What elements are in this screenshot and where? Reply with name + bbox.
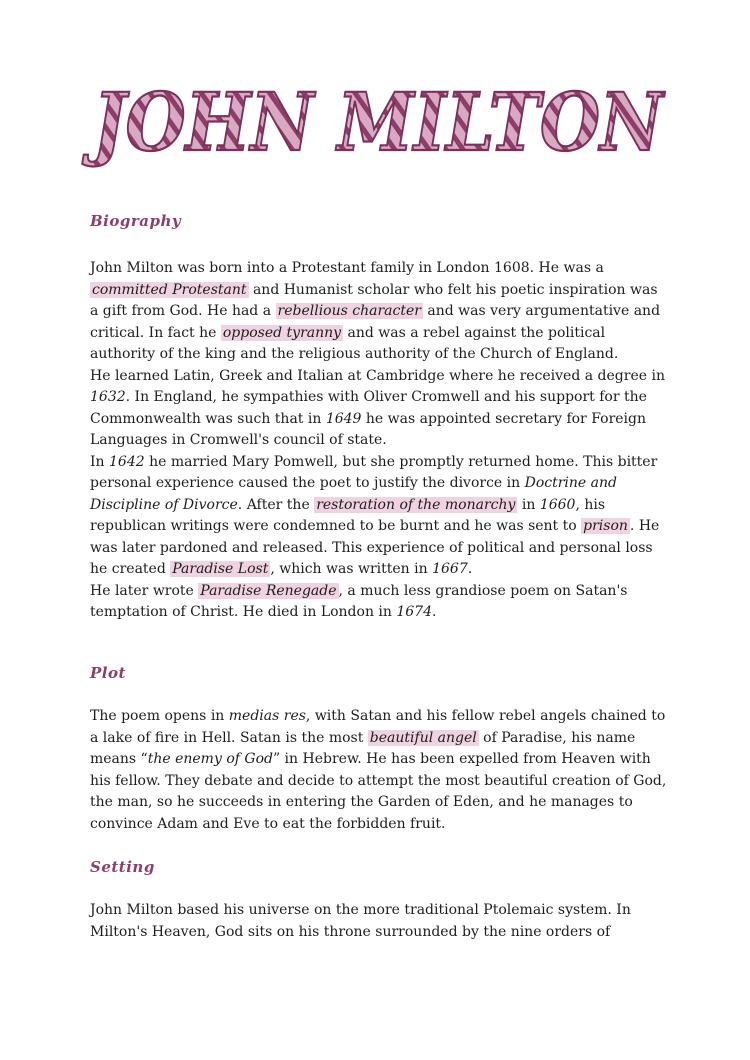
text-run: The poem opens in (90, 708, 229, 724)
text-run: he was appointed secretary for Foreign Languages in Cromwell's council of state. (90, 410, 647, 448)
highlight: restoration of the monarchy (316, 496, 516, 513)
text-run: , with Satan and his fellow rebel angels chained to a lake of fire in Hell. Satan is the most (90, 708, 666, 746)
bio-paragraph-3 (90, 452, 670, 581)
highlight: Paradise Renegade (200, 582, 337, 599)
year: 1660 (539, 496, 576, 513)
title-text: JOHN MILTON (81, 75, 666, 169)
year: 1674 (396, 604, 432, 620)
title-graphic (81, 75, 668, 169)
text-run: in (517, 496, 540, 513)
heading-setting: Setting (90, 858, 155, 876)
text-run: He later wrote (90, 582, 199, 599)
setting-text (90, 900, 670, 943)
text-run: John Milton was born into a Protestant family in London 1608. He was a (90, 260, 604, 276)
text-run: . In England, he sympathies with Oliver Cromwell and his support for the Commonwealth was such that in (90, 389, 647, 427)
text-run: he married Mary Pomwell, but she promptly returned home. This bitter personal experience caused the poet to justify the divorce in (90, 453, 658, 491)
highlight: committed Protestant (92, 281, 247, 298)
year: 1667 (432, 561, 468, 577)
text-run: , a much less grandiose poem on Satan's temptation of Christ. He died in London in (90, 582, 628, 620)
text-run: . (432, 604, 437, 620)
text-run: John Milton based his universe on the more traditional Ptolemaic system. In Milton's Heaven, God sits on his throne surrounded by the nine orders of (90, 902, 631, 940)
plot-text (90, 706, 670, 835)
highlight: rebellious character (277, 303, 421, 319)
text-run: . (467, 561, 473, 577)
year: 1632 (90, 389, 126, 405)
italic-phrase: the enemy of God (147, 751, 273, 767)
text-run: He learned Latin, Greek and Italian at Cambridge where he received a degree in (90, 367, 665, 384)
heading-biography: Biography (90, 212, 182, 230)
text-run: and was very argumentative and critical. In fact he (90, 303, 661, 341)
work-title: Doctrine and Discipline of Divorce (90, 475, 617, 513)
setting-paragraph-1 (90, 900, 670, 943)
document-title (81, 75, 668, 169)
bio-paragraph-4 (90, 581, 670, 624)
biography-text (90, 258, 670, 624)
highlight: beautiful angel (369, 729, 477, 746)
text-run: In (90, 453, 109, 470)
text-run: , which was written in (270, 561, 433, 577)
highlight: prison (583, 518, 628, 534)
plot-paragraph-1 (90, 706, 670, 835)
bio-paragraph-1 (90, 258, 670, 366)
highlight: opposed tyranny (222, 324, 342, 341)
text-run: and was a rebel against the political authority of the king and the religious authority of the Church of England. (90, 324, 619, 362)
text-run: . After the (237, 496, 315, 513)
text-run: of Paradise, his name means “ (90, 729, 636, 767)
bio-paragraph-2 (90, 366, 670, 452)
italic-phrase: medias res (228, 708, 306, 724)
year: 1642 (109, 453, 145, 470)
text-run: , his republican writings were condemned to be burnt and he was sent to (90, 496, 606, 534)
heading-plot: Plot (90, 664, 126, 682)
year: 1649 (325, 410, 362, 427)
text-run: . He was later pardoned and released. This experience of political and personal loss he created (90, 518, 660, 577)
text-run: ” in Hebrew. He has been expelled from Heaven with his fellow. They debate and decide to attempt the most beautiful creation of God, the man, so he succeeds in entering the Garden of Eden, and he manages to convince Adam and Eve to eat the forbidden fruit. (90, 751, 667, 832)
text-run: and Humanist scholar who felt his poetic inspiration was a gift from God. He had a (90, 281, 658, 319)
highlight: Paradise Lost (172, 561, 269, 577)
